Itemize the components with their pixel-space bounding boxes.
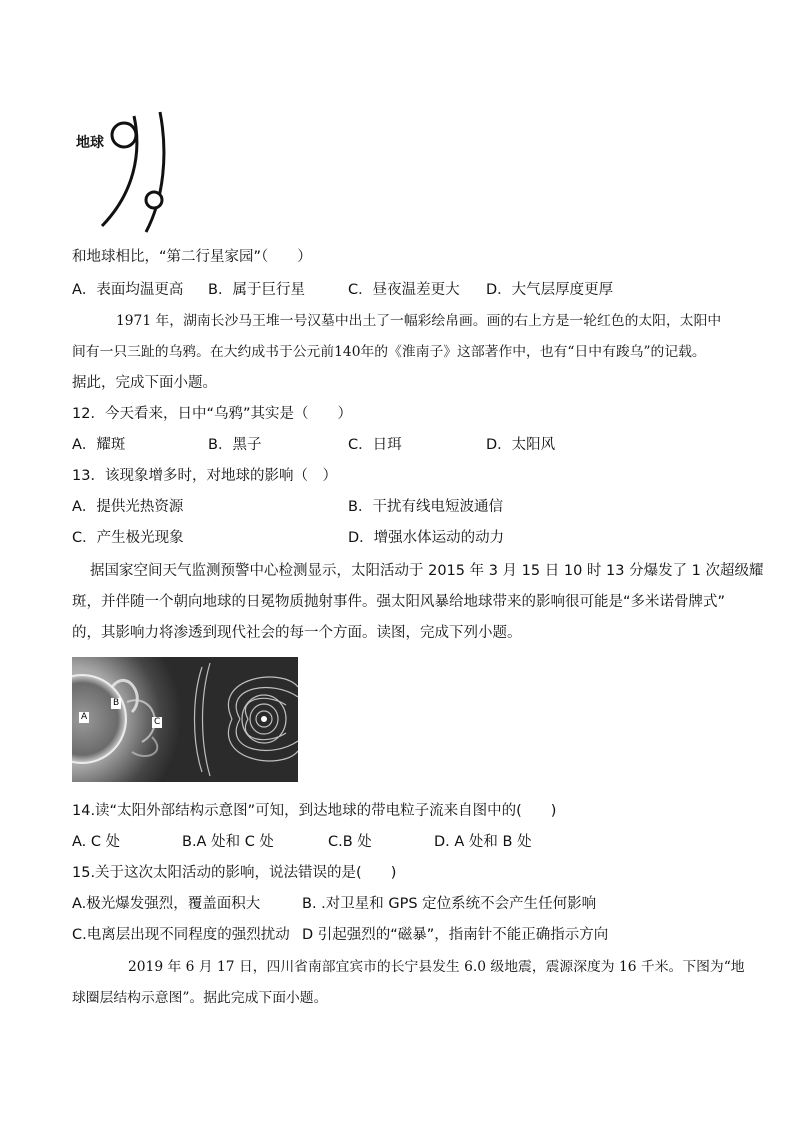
option-d: D. A 处和 B 处 — [434, 834, 532, 850]
option-b: B．属于巨行星 — [208, 282, 305, 298]
option-c: C.B 处 — [328, 834, 372, 850]
question-intro-stem: 和地球相比，“第二行星家园”（ ） — [72, 249, 312, 265]
option-c: C.电离层出现不同程度的强烈扰动 — [72, 927, 290, 943]
question-14-stem: 14.读“太阳外部结构示意图”可知，到达地球的带电粒子流来自图中的( ) — [72, 803, 557, 819]
option-b: B.A 处和 C 处 — [182, 834, 274, 850]
orbit-figure — [72, 108, 182, 233]
passage1-line2: 间有一只三趾的乌鸦。在大约成书于公元前140年的《淮南子》这部著作中，也有“日中有踆乌”的记载。 — [72, 344, 706, 360]
earth-circle — [112, 123, 136, 147]
option-d: D．大气层厚度更厚 — [486, 282, 614, 298]
option-d: D 引起强烈的“磁暴”，指南针不能正确指示方向 — [302, 927, 609, 943]
option-d: D．增强水体运动的动力 — [348, 530, 505, 546]
passage2-line2: 斑，并伴随一个朝向地球的日冕物质抛射事件。强太阳风暴给地球带来的影响很可能是“多米诺骨牌式” — [72, 594, 726, 610]
option-a: A．耀斑 — [72, 437, 126, 453]
earth-label: 地球 — [76, 135, 104, 151]
passage2-line3: 的，其影响力将渗透到现代社会的每一个方面。读图，完成下列小题。 — [72, 625, 522, 641]
passage3-line2: 球圈层结构示意图”。据此完成下面小题。 — [72, 990, 328, 1006]
passage3-line1: 2019 年 6 月 17 日，四川省南部宜宾市的长宁县发生 6.0 级地震，震源深度为 16 千米。下图为“地 — [128, 959, 745, 975]
question-15-stem: 15.关于这次太阳活动的影响，说法错误的是( ) — [72, 865, 397, 881]
option-c: C．昼夜温差更大 — [348, 282, 460, 298]
option-a: A. C 处 — [72, 834, 121, 850]
option-b: B．干扰有线电短波通信 — [348, 499, 503, 515]
question-12-stem: 12．今天看来，日中“乌鸦”其实是（ ） — [72, 406, 352, 422]
option-a: A．表面均温更高 — [72, 282, 184, 298]
question-13-stem: 13．该现象增多时，对地球的影响（ ） — [72, 468, 337, 484]
label-a: A — [81, 712, 88, 722]
option-c: C．产生极光现象 — [72, 530, 184, 546]
option-b: B．黑子 — [208, 437, 262, 453]
planet-circle — [146, 192, 162, 208]
option-c: C．日珥 — [348, 437, 402, 453]
label-b: B — [113, 698, 120, 708]
label-c: C — [154, 717, 161, 727]
option-d: D．太阳风 — [486, 437, 556, 453]
passage1-line3: 据此，完成下面小题。 — [72, 375, 217, 391]
passage1-line1: 1971 年，湖南长沙马王堆一号汉墓中出土了一幅彩绘帛画。画的右上方是一轮红色的太阳，太阳中 — [116, 313, 722, 329]
option-b: B. .对卫星和 GPS 定位系统不会产生任何影响 — [302, 896, 597, 912]
option-a: A．提供光热资源 — [72, 499, 184, 515]
sun-structure-figure — [72, 657, 298, 782]
passage2-line1: 据国家空间天气监测预警中心检测显示，太阳活动于 2015 年 3 月 15 日 10 时 13 分爆发了 1 次超级耀 — [90, 563, 764, 579]
earth-dot — [261, 716, 267, 722]
option-a: A.极光爆发强烈，覆盖面积大 — [72, 896, 261, 912]
